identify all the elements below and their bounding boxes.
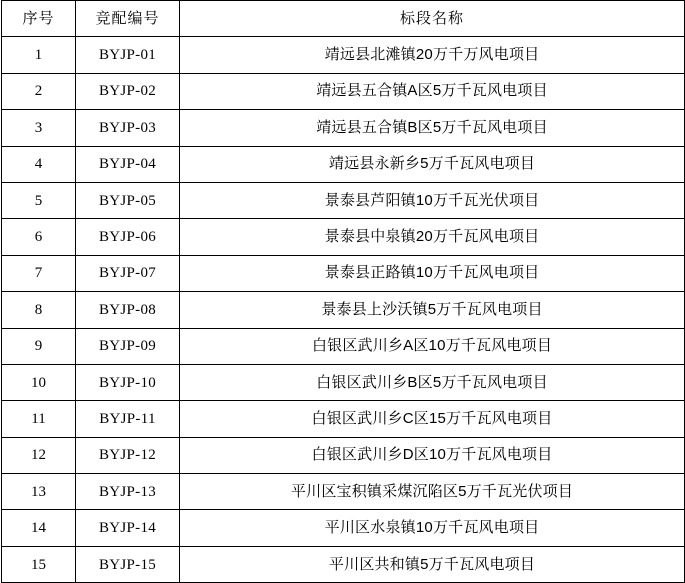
table-row <box>2 182 685 218</box>
table-row <box>2 255 685 291</box>
cell-code: BYJP-07 <box>76 255 180 291</box>
cell-index: 3 <box>2 110 76 146</box>
cell-code: BYJP-10 <box>76 364 180 400</box>
cell-name: 白银区武川乡B区5万千瓦风电项目 <box>180 364 685 400</box>
table-row <box>2 510 685 546</box>
table-row <box>2 546 685 582</box>
cell-name: 景泰县正路镇10万千瓦风电项目 <box>180 255 685 291</box>
cell-code: BYJP-01 <box>76 37 180 73</box>
cell-code: BYJP-05 <box>76 182 180 218</box>
table-row <box>2 364 685 400</box>
column-header-name: 标段名称 <box>180 1 685 37</box>
cell-code: BYJP-13 <box>76 474 180 510</box>
cell-name: 景泰县上沙沃镇5万千瓦风电项目 <box>180 292 685 328</box>
cell-name: 平川区宝积镇采煤沉陷区5万千瓦光伏项目 <box>180 474 685 510</box>
cell-index: 14 <box>2 510 76 546</box>
column-header-code: 竞配编号 <box>76 1 180 37</box>
cell-name: 靖远县北滩镇20万千万风电项目 <box>180 37 685 73</box>
table-row <box>2 146 685 182</box>
cell-index: 11 <box>2 401 76 437</box>
table-row <box>2 73 685 109</box>
cell-code: BYJP-15 <box>76 546 180 582</box>
cell-code: BYJP-06 <box>76 219 180 255</box>
cell-code: BYJP-09 <box>76 328 180 364</box>
cell-index: 1 <box>2 37 76 73</box>
table-row <box>2 437 685 473</box>
cell-index: 5 <box>2 182 76 218</box>
cell-name: 白银区武川乡D区10万千瓦风电项目 <box>180 437 685 473</box>
table-header-row <box>2 1 685 37</box>
table-row <box>2 219 685 255</box>
cell-index: 4 <box>2 146 76 182</box>
cell-index: 10 <box>2 364 76 400</box>
cell-code: BYJP-03 <box>76 110 180 146</box>
cell-name: 白银区武川乡A区10万千瓦风电项目 <box>180 328 685 364</box>
cell-index: 6 <box>2 219 76 255</box>
cell-code: BYJP-12 <box>76 437 180 473</box>
cell-code: BYJP-11 <box>76 401 180 437</box>
cell-code: BYJP-14 <box>76 510 180 546</box>
cell-name: 靖远县五合镇B区5万千瓦风电项目 <box>180 110 685 146</box>
bid-section-table <box>1 0 685 583</box>
cell-index: 12 <box>2 437 76 473</box>
cell-index: 15 <box>2 546 76 582</box>
table-row <box>2 110 685 146</box>
cell-name: 靖远县永新乡5万千瓦风电项目 <box>180 146 685 182</box>
table-row <box>2 292 685 328</box>
table-row <box>2 37 685 73</box>
cell-name: 景泰县芦阳镇10万千瓦光伏项目 <box>180 182 685 218</box>
cell-index: 9 <box>2 328 76 364</box>
table-row <box>2 401 685 437</box>
cell-index: 8 <box>2 292 76 328</box>
cell-index: 2 <box>2 73 76 109</box>
table-row <box>2 328 685 364</box>
cell-index: 7 <box>2 255 76 291</box>
cell-code: BYJP-04 <box>76 146 180 182</box>
cell-name: 平川区共和镇5万千瓦风电项目 <box>180 546 685 582</box>
cell-code: BYJP-02 <box>76 73 180 109</box>
cell-name: 白银区武川乡C区15万千瓦风电项目 <box>180 401 685 437</box>
cell-name: 景泰县中泉镇20万千瓦风电项目 <box>180 219 685 255</box>
cell-code: BYJP-08 <box>76 292 180 328</box>
cell-name: 靖远县五合镇A区5万千瓦风电项目 <box>180 73 685 109</box>
cell-index: 13 <box>2 474 76 510</box>
cell-name: 平川区水泉镇10万千瓦风电项目 <box>180 510 685 546</box>
column-header-index: 序号 <box>2 1 76 37</box>
table-row <box>2 474 685 510</box>
